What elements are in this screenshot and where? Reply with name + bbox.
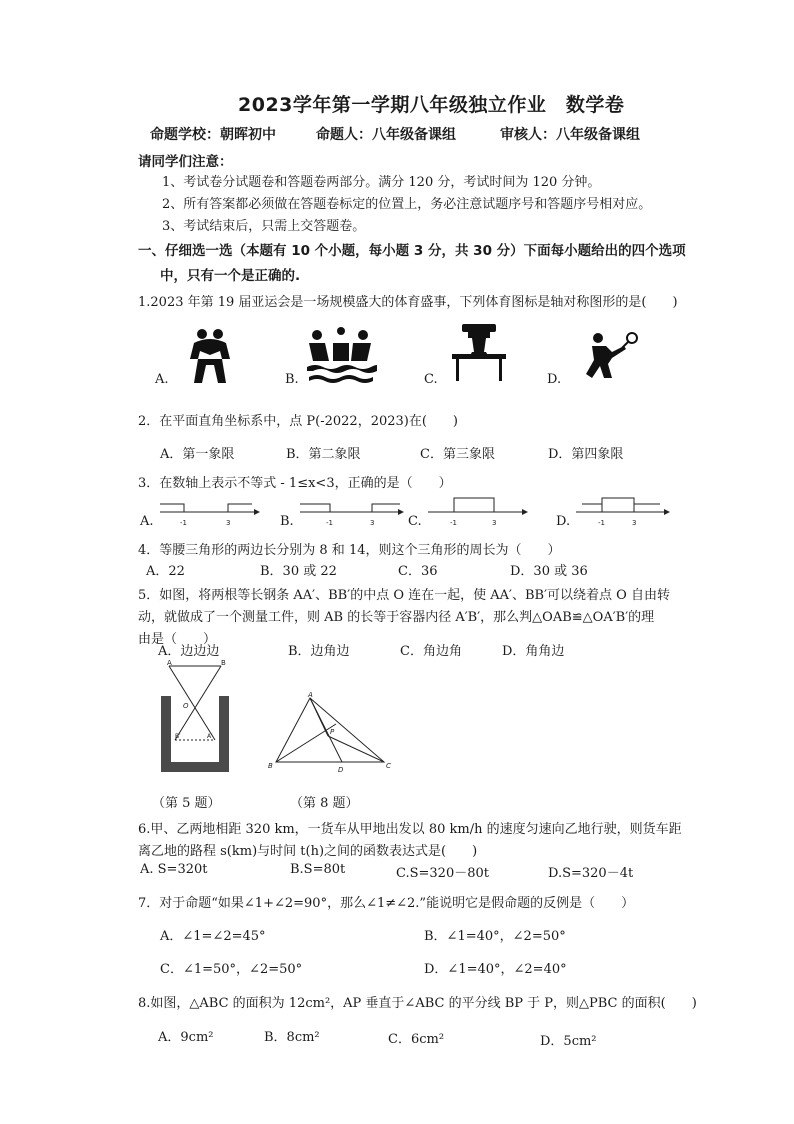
q1-option-c: C. bbox=[424, 372, 438, 387]
q1-option-a: A. bbox=[155, 372, 169, 387]
q3c-tick-left: -1 bbox=[450, 519, 457, 527]
q8-option-b: B．8cm² bbox=[264, 1030, 320, 1045]
q3c-tick-right: 3 bbox=[492, 519, 497, 527]
fig8-label-p: P bbox=[330, 728, 335, 736]
fig8-label-b: B bbox=[268, 762, 273, 770]
fig8-label-d: D bbox=[338, 766, 344, 774]
fig5-label-a: A bbox=[167, 660, 172, 667]
q3d-tick-left: -1 bbox=[598, 519, 605, 527]
weightlifting-pictogram-icon bbox=[448, 322, 510, 382]
q3-option-b: B. bbox=[280, 514, 294, 529]
q5-option-b: B．边角边 bbox=[288, 644, 350, 659]
wrestling-pictogram-icon bbox=[180, 325, 240, 385]
q3-option-d: D. bbox=[556, 514, 571, 529]
q5-option-c: C．角边角 bbox=[400, 644, 462, 659]
q5-line3: 由是（ ） bbox=[138, 632, 217, 647]
q3b-tick-right: 3 bbox=[370, 519, 375, 527]
q4-option-b: B．30 或 22 bbox=[260, 564, 337, 579]
fig5-label-b: B bbox=[221, 660, 226, 667]
fig5-label-ap: A′ bbox=[207, 733, 213, 740]
q2-stem: 2．在平面直角坐标系中，点 P(-2022，2023)在( ) bbox=[138, 414, 458, 429]
q7-option-b: B．∠1=40°，∠2=50° bbox=[424, 929, 566, 944]
q2-option-c: C．第三象限 bbox=[420, 447, 495, 462]
page-title: 2023学年第一学期八年级独立作业 数学卷 bbox=[238, 94, 625, 116]
q8-option-d: D．5cm² bbox=[540, 1034, 597, 1049]
q5-option-d: D．角角边 bbox=[502, 644, 565, 659]
fig8-label-c: C bbox=[386, 762, 391, 770]
q7-option-c: C．∠1=50°，∠2=50° bbox=[160, 962, 303, 977]
author-label: 命题人：八年级备课组 bbox=[316, 127, 456, 143]
q7-stem: 7．对于命题“如果∠1+∠2=90°，那么∠1≠∠2.”能说明它是假命题的反例是（ ） bbox=[138, 896, 635, 911]
q6-line1: 6.甲、乙两地相距 320 km，一货车从甲地出发以 80 km/h 的速度匀速向乙地行驶，则货车距 bbox=[138, 822, 682, 837]
q7-option-a: A．∠1=∠2=45° bbox=[160, 929, 266, 944]
q3a-tick-left: -1 bbox=[180, 519, 187, 527]
reviewer-label: 审核人：八年级备课组 bbox=[500, 127, 640, 143]
q5-line2: 动，就做成了一个测量工件，则 AB 的长等于容器内径 A′B′，那么判△OAB≌△OA′B′的理 bbox=[138, 610, 655, 625]
q5-line1: 5．如图，将两根等长钢条 AA′、BB′的中点 O 连在一起，使 AA′、BB′可以绕着点 O 自由转 bbox=[138, 588, 670, 603]
q3-number-line-c bbox=[424, 492, 528, 530]
figure-8-triangle bbox=[266, 692, 396, 774]
q6-option-b: B.S=80t bbox=[290, 862, 346, 877]
q3-number-line-b bbox=[296, 496, 404, 530]
q2-option-b: B．第二象限 bbox=[286, 447, 361, 462]
school-label: 命题学校：朝晖初中 bbox=[150, 127, 276, 143]
notice-item-1: 1、考试卷分试题卷和答题卷两部分。满分 120 分，考试时间为 120 分钟。 bbox=[162, 175, 601, 190]
notice-item-2: 2、所有答案都必须做在答题卷标定的位置上，务必注意试题序号和答题序号相对应。 bbox=[162, 197, 652, 212]
q4-option-a: A．22 bbox=[146, 564, 185, 579]
q3-option-c: C. bbox=[408, 514, 422, 529]
q8-stem: 8.如图，△ABC 的面积为 12cm²，AP 垂直于∠ABC 的平分线 BP 于 P，则△PBC 的面积( ) bbox=[138, 996, 697, 1011]
q4-stem: 4．等腰三角形的两边长分别为 8 和 14，则这个三角形的周长为（ ） bbox=[138, 543, 561, 558]
q2-option-a: A．第一象限 bbox=[160, 447, 235, 462]
q6-line2: 离乙地的路程 s(km)与时间 t(h)之间的函数表达式是( ) bbox=[138, 844, 478, 859]
q5-option-a: A．边边边 bbox=[158, 644, 220, 659]
q1-option-d: D. bbox=[547, 372, 562, 387]
fig5-label-o: O bbox=[183, 702, 189, 710]
q6-option-a: A. S=320t bbox=[140, 862, 208, 877]
figure-5-measuring-tool bbox=[155, 660, 235, 775]
notice-heading: 请同学们注意： bbox=[138, 154, 233, 170]
q3a-tick-right: 3 bbox=[226, 519, 231, 527]
q6-option-d: D.S=320－4t bbox=[548, 866, 634, 881]
figure-8-caption: （第 8 题） bbox=[290, 796, 359, 811]
water-polo-pictogram-icon bbox=[305, 325, 377, 385]
fig8-label-a: A bbox=[308, 692, 313, 699]
q3-stem: 3．在数轴上表示不等式 - 1≤x<3，正确的是（ ） bbox=[138, 476, 452, 491]
q2-option-d: D．第四象限 bbox=[548, 447, 624, 462]
section-heading-line1: 一、仔细选一选（本题有 10 个小题，每小题 3 分，共 30 分）下面每小题给出的四个选项 bbox=[138, 243, 686, 259]
q4-option-c: C．36 bbox=[398, 564, 438, 579]
q6-option-c: C.S=320－80t bbox=[396, 866, 489, 881]
q7-option-d: D．∠1=40°，∠2=40° bbox=[424, 962, 567, 977]
q8-option-a: A．9cm² bbox=[158, 1030, 214, 1045]
q1-option-b: B. bbox=[285, 372, 299, 387]
notice-item-3: 3、考试结束后，只需上交答题卷。 bbox=[162, 219, 366, 234]
q3d-tick-right: 3 bbox=[632, 519, 637, 527]
q8-option-c: C．6cm² bbox=[388, 1032, 445, 1047]
fig5-label-bp: B′ bbox=[175, 733, 181, 740]
badminton-pictogram-icon bbox=[578, 330, 638, 380]
figure-5-caption: （第 5 题） bbox=[152, 796, 221, 811]
q3-number-line-a bbox=[156, 496, 260, 530]
section-heading-line2: 中，只有一个是正确的. bbox=[160, 268, 301, 284]
q3-number-line-d bbox=[572, 492, 670, 530]
q3-option-a: A. bbox=[140, 514, 154, 529]
q3b-tick-left: -1 bbox=[326, 519, 333, 527]
q1-stem: 1.2023 年第 19 届亚运会是一场规模盛大的体育盛事，下列体育图标是轴对称图形的是( ) bbox=[138, 295, 678, 310]
q4-option-d: D．30 或 36 bbox=[510, 564, 588, 579]
